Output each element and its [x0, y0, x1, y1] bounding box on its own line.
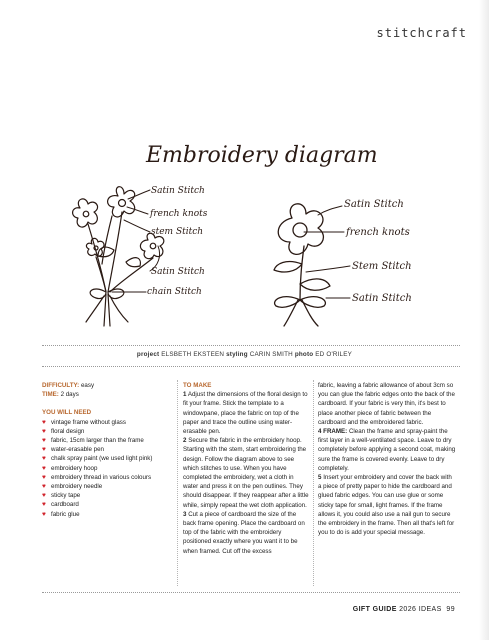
left-label-stem-stitch: stem Stitch	[151, 227, 204, 237]
page-number: 99	[446, 606, 455, 613]
credit-photo-name: ED O'RILEY	[315, 351, 353, 358]
heart-bullet-icon: ♥	[42, 437, 46, 445]
heart-bullet-icon: ♥	[42, 464, 46, 472]
heart-bullet-icon: ♥	[42, 483, 46, 491]
heart-bullet-icon: ♥	[42, 418, 46, 426]
step-1: 1 Adjust the dimensions of the floral design to fit your frame. Stick the template to a windowpane, place the fabric on top of the paper and trace the outline using water-erasable pen.	[183, 391, 308, 436]
credit-photo-label: photo	[294, 351, 314, 358]
difficulty-label: DIFFICULTY:	[42, 382, 80, 389]
right-label-satin-stitch: Satin Stitch	[344, 199, 404, 210]
list-item: ♥ embroidery hoop	[42, 464, 98, 472]
credit-styling-label: styling	[226, 351, 248, 358]
heart-bullet-icon: ♥	[42, 501, 46, 509]
list-item: ♥ vintage frame without glass	[42, 418, 126, 426]
column-instructions-continued	[318, 381, 456, 537]
heart-bullet-icon: ♥	[42, 510, 46, 518]
diagram-title: Embroidery diagram	[146, 143, 378, 168]
divider-bottom	[42, 592, 460, 593]
heart-bullet-icon: ♥	[42, 427, 46, 435]
step-2: 2 Secure the fabric in the embroidery hoop. Starting with the stem, start embroidering the design. Follow the diagram above to see which stitches to use. When you have completed the embroidery, wet a cloth in water and press it on the pen outlines. They should disappear. If they reappear after a little while, simply repeat the wet cloth application.	[183, 437, 309, 509]
heart-bullet-icon: ♥	[42, 446, 46, 454]
list-item: ♥ fabric, 15cm larger than the frame	[42, 437, 144, 445]
list-item: ♥ embroidery needle	[42, 483, 103, 491]
materials-list	[42, 418, 170, 519]
page-footer	[353, 606, 455, 613]
credit-styling-name: CARIN SMITH	[249, 351, 293, 358]
divider-top	[42, 345, 460, 346]
heart-bullet-icon: ♥	[42, 473, 46, 481]
column-separator-2	[313, 380, 314, 586]
step-3: 3 Cut a piece of cardboard the size of the back frame opening. Place the cardboard on top of the fabric with the embroidery positioned exactly where you want it to be when framed. Cut off the excess	[183, 510, 305, 555]
credit-project-label: project	[136, 351, 160, 358]
list-item: ♥ fabric glue	[42, 510, 80, 518]
footer-year: 2026	[399, 606, 417, 613]
photo-credit	[0, 351, 489, 358]
right-label-pointers	[304, 206, 350, 298]
column-requirements	[42, 381, 170, 519]
left-bouquet-drawing	[73, 187, 164, 326]
list-item: ♥ sticky tape	[42, 492, 81, 500]
brand-name: stitchcraft	[376, 26, 467, 40]
heart-bullet-icon: ♥	[42, 492, 46, 500]
step-3-continued: fabric, leaving a fabric allowance of about 3cm so you can glue the fabric edges onto the back of the cardboard. If your fabric is very thin, it's best to place another piece of fabric between the cardboard and the embroidered fabric.	[318, 382, 455, 426]
time-label: TIME:	[42, 391, 59, 399]
left-label-satin-stitch-2: Satin Stitch	[151, 267, 205, 277]
footer-section: GIFT GUIDE	[352, 606, 397, 613]
difficulty-value: easy	[80, 382, 95, 389]
list-item: ♥ cardboard	[42, 501, 79, 509]
column-instructions	[183, 381, 310, 556]
to-make-heading: TO MAKE	[183, 382, 212, 389]
list-item: ♥ embroidery thread in various colours	[42, 473, 152, 481]
footer-magazine: IDEAS	[418, 606, 442, 613]
you-will-need-heading: YOU WILL NEED	[42, 409, 92, 417]
list-item: ♥ chalk spray paint (we used light pink)	[42, 455, 153, 463]
heart-bullet-icon: ♥	[42, 455, 46, 463]
right-label-stem-stitch: Stem Stitch	[352, 261, 412, 272]
list-item: ♥ floral design	[42, 427, 85, 435]
time-line	[42, 390, 170, 399]
step-5: 5 Insert your embroidery and cover the back with a piece of pretty paper to hide the cardboard and glued fabric edges. You can use glue or some sticky tape for small, light frames. If the frame allows it, you could also use a nail gun to secure the embroidery in the frame. Then all that's left for you to do is add your special message.	[318, 474, 455, 537]
right-label-french-knots: french knots	[346, 227, 410, 238]
right-flower-drawing	[274, 204, 330, 326]
time-value: 2 days	[60, 391, 79, 399]
credit-project-name: ELSBETH EKSTEEN	[161, 351, 225, 358]
step-4: 4 FRAME: Clean the frame and spray-paint the first layer in a well-ventilated space. Leave to dry completely before applying a second coat, making sure the frame is covered evenly. Leave to dry completely.	[318, 428, 456, 472]
right-label-satin-stitch-2: Satin Stitch	[352, 293, 412, 304]
left-label-french-knots: french knots	[150, 209, 208, 219]
divider-mid	[42, 366, 460, 367]
left-label-chain-stitch: chain Stitch	[147, 287, 202, 297]
difficulty-line	[42, 381, 170, 390]
left-label-satin-stitch: Satin Stitch	[151, 186, 205, 196]
column-separator-1	[177, 380, 178, 586]
list-item: ♥ water-erasable pen	[42, 446, 104, 454]
